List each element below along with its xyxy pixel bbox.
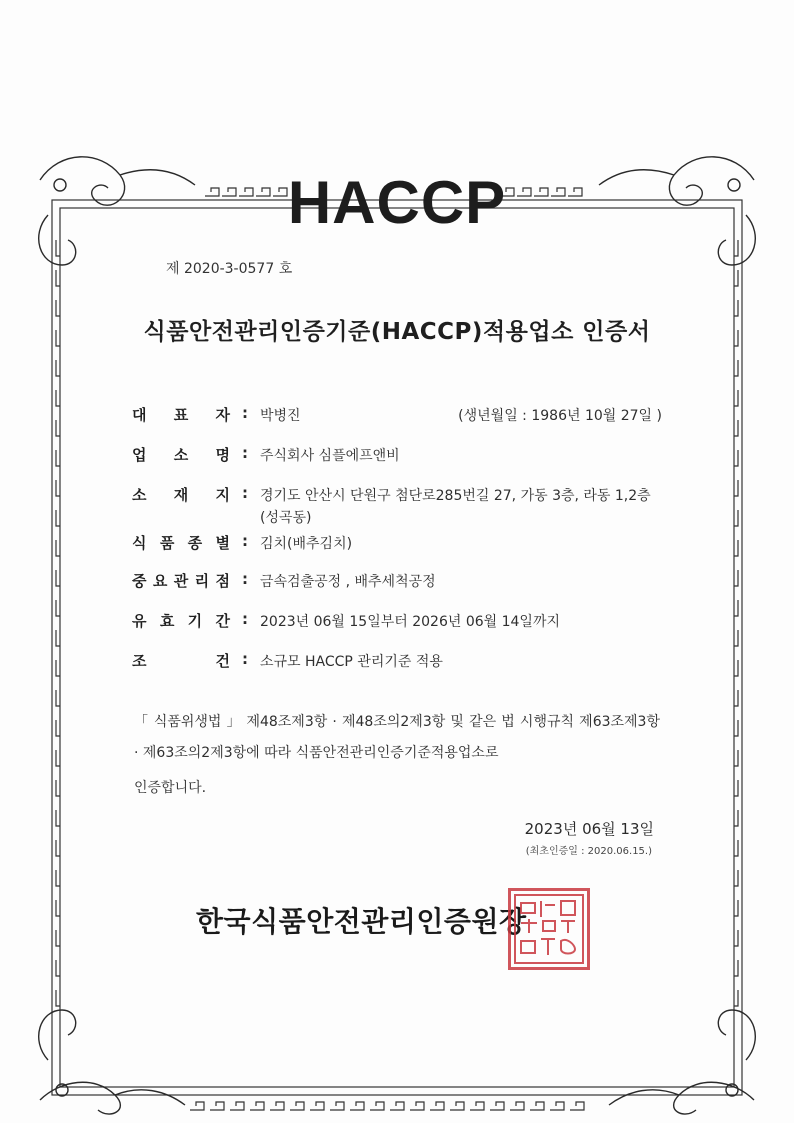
field-label: 중 요 관 리 점 [132, 572, 230, 590]
food-type-value: 김치(배추김치) [260, 536, 353, 552]
issue-date: 2023년 06월 13일 [524, 820, 654, 838]
field-label: 소 재 지 [132, 486, 230, 504]
field-label: 유 효 기 간 [132, 612, 230, 630]
certificate-page: HACCP 제 2020-3-0577 호 식품안전관리인증기준(HACCP)적용업소 인증서 대 표 자 : 박병진 (생년월일 : 1986년 10월 27일 ) 업 소 명 : 주식회사 심플에프앤비 소 재 지 : 경기도 안산시 단원구 첨단로285번길 27, 가동 3층, 라동 1,2층 (성곡동) 식 품 종 별 : 김치(배추김치) 중 요 관 리 점 : 금속검출공정 , 배추세척공정 유 효 기 간 : 2023년 06월 15일부터 2026년 06월 14일까지 조 건 : 소규모 HACCP 관리기준 적용 「 식품위생법 」 제48조제3항 · 제48조의2제3항 및 같은 법 시행규칙 제63조제3항 · 제63조의2제3항에 따라 식품안전관리인증기준적용업소로 인증합니다. 2023년 06월 13일 (최초인증일 : 2020.06.15.) 한국식품안전관리인증원장 [0, 0, 794, 1123]
certification-statement: 「 식품위생법 」 제48조제3항 · 제48조의2제3항 및 같은 법 시행규칙 제63조제3항 · 제63조의2제3항에 따라 식품안전관리인증기준적용업소로 [134, 714, 660, 761]
issuer-name: 한국식품안전관리인증원장 [196, 905, 527, 938]
ccp-value: 금속검출공정 , 배추세척공정 [260, 574, 436, 590]
haccp-logo: HACCP [287, 169, 507, 236]
certification-statement-end: 인증합니다. [134, 780, 207, 796]
certificate-title: 식품안전관리인증기준(HACCP)적용업소 인증서 [143, 319, 651, 345]
field-label: 조 건 [132, 652, 230, 670]
representative-name: 박병진 [260, 408, 301, 424]
certificate-number: 제 2020-3-0577 호 [166, 261, 293, 277]
field-label: 업 소 명 [132, 446, 230, 464]
condition-value: 소규모 HACCP 관리기준 적용 [260, 654, 443, 670]
birth-date: (생년월일 : 1986년 10월 27일 ) [458, 408, 662, 424]
field-label: 대 표 자 [132, 406, 230, 424]
seal-icon [511, 891, 587, 967]
validity-value: 2023년 06월 15일부터 2026년 06월 14일까지 [260, 614, 561, 630]
address-value: 경기도 안산시 단원구 첨단로285번길 27, 가동 3층, 라동 1,2층 (성곡동) [260, 488, 651, 526]
first-certification-date: (최초인증일 : 2020.06.15.) [525, 846, 652, 857]
business-name: 주식회사 심플에프앤비 [260, 448, 400, 464]
official-seal-stamp [508, 888, 590, 970]
field-label: 식 품 종 별 [132, 534, 230, 552]
